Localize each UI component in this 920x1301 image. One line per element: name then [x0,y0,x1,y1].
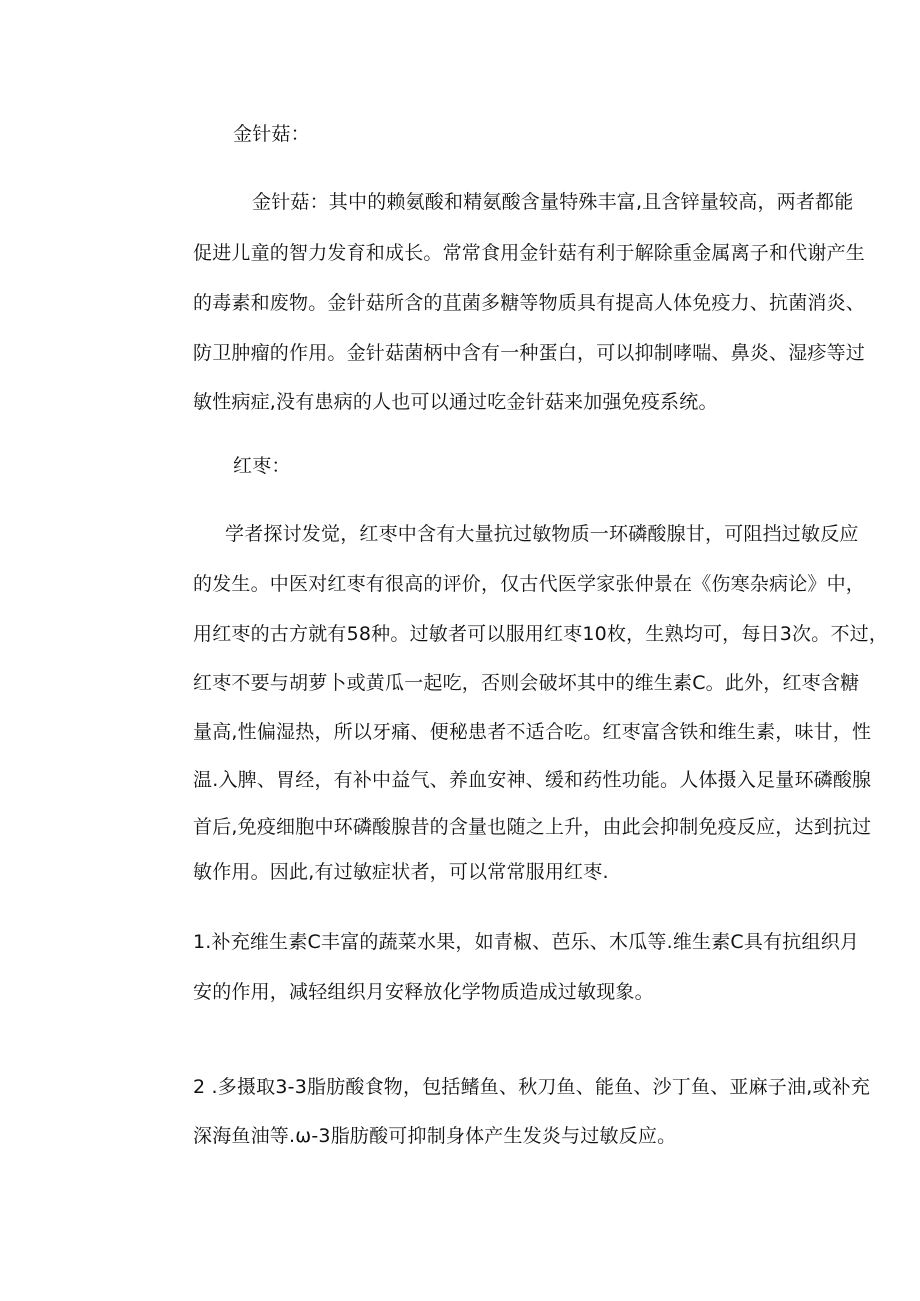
paragraph-line: 促进儿童的智力发育和成长。常常食用金针菇有利于解除重金属离子和代谢产生 [193,242,866,264]
paragraph-line: 金针菇：其中的赖氨酸和精氨酸含量特殊丰富,且含锌量较高，两者都能 [252,191,854,213]
paragraph-line: 的发生。中医对红枣有很高的评价，仅古代医学家张仲景在《伤寒杂病论》中， [193,573,866,595]
list-item-line: 1.补充维生素C丰富的蔬菜水果，如青椒、芭乐、木瓜等.维生素C具有抗组织月 [193,931,860,953]
list-item-line: 深海鱼油等.ω-3脂肪酸可抑制身体产生发炎与过敏反应。 [193,1125,677,1147]
paragraph-line: 的毒素和废物。金针菇所含的苴菌多糖等物质具有提高人体免疫力、抗菌消炎、 [193,292,866,314]
paragraph-line: 量高,性偏湿热，所以牙痛、便秘患者不适合吃。红枣富含铁和维生素，味甘，性 [193,721,872,743]
paragraph-line: 敏作用。因此,有过敏症状者，可以常常服用红枣. [193,861,609,883]
list-item-line: 2 .多摄取3-3脂肪酸食物，包括鳍鱼、秋刀鱼、能鱼、沙丁鱼、亚麻子油,或补充 [193,1076,871,1098]
paragraph-line: 首后,免疫细胞中环磷酸腺昔的含量也随之上升，由此会抑制免疫反应，达到抗过 [193,816,872,838]
paragraph-line: 用红枣的古方就有58种。过敏者可以服用红枣10枚，生熟均可，每日3次。不过， [193,623,889,645]
section-heading-jujube: 红枣： [233,455,291,477]
paragraph-line: 学者探讨发觉，红枣中含有大量抗过敏物质一环磷酸腺甘，可阻挡过敏反应 [225,523,859,545]
list-item-line: 安的作用，减轻组织月安释放化学物质造成过敏现象。 [193,981,654,1003]
section-heading-enoki: 金针菇： [233,123,310,145]
paragraph-line: 敏性病症,没有患病的人也可以通过吃金针菇来加强免疫系统。 [193,391,718,413]
paragraph-line: 防卫肿瘤的作用。金针菇菌柄中含有一种蛋白，可以抑制哮喘、鼻炎、湿疹等过 [193,342,866,364]
paragraph-line: 温.入脾、胃经，有补中益气、养血安神、缓和药性功能。人体摄入足量环磷酸腺 [193,769,872,791]
paragraph-line: 红枣不要与胡萝卜或黄瓜一起吃，否则会破坏其中的维生素C。此外，红枣含糖 [193,672,860,694]
